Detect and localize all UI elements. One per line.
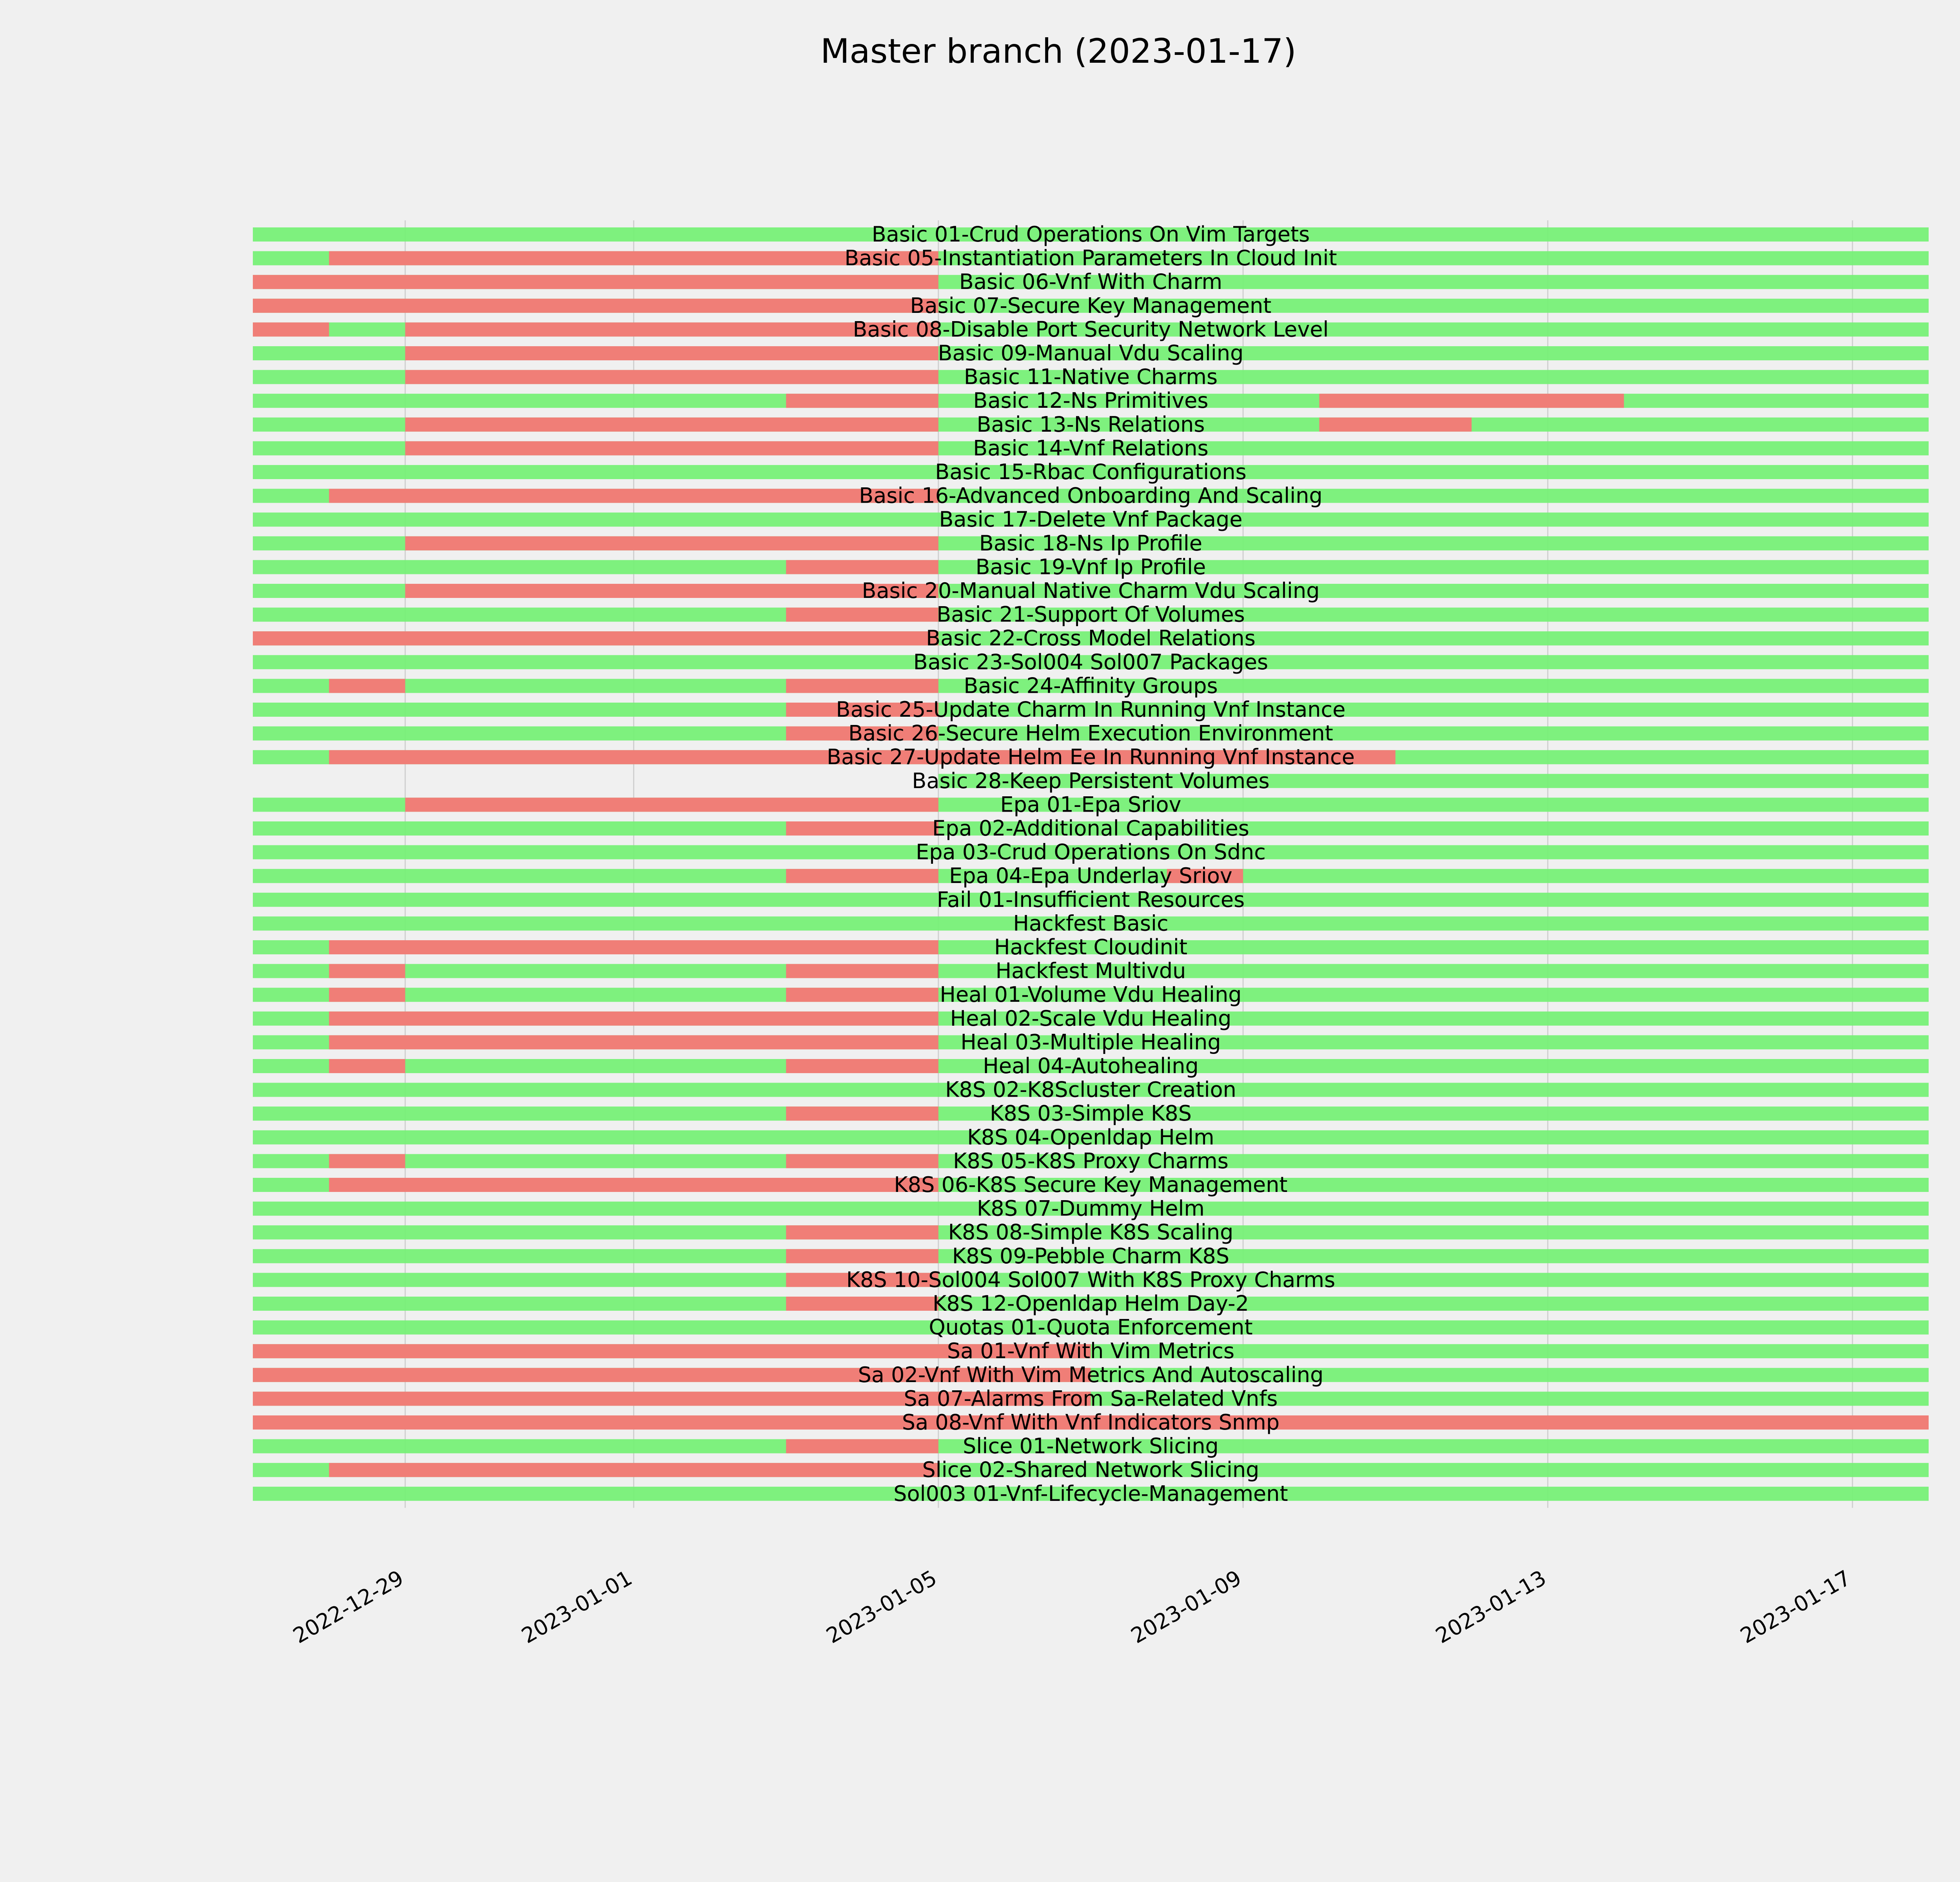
row-label: Epa 02-Additional Capabilities (932, 816, 1249, 841)
row-label: K8S 12-Openldap Helm Day-2 (932, 1291, 1249, 1316)
row-label: K8S 07-Dummy Helm (977, 1196, 1205, 1221)
row-label: K8S 02-K8Scluster Creation (945, 1077, 1236, 1102)
row-label: Basic 26-Secure Helm Execution Environment (848, 721, 1333, 746)
row-label: Basic 15-Rbac Configurations (935, 460, 1247, 484)
fail-bar (329, 679, 405, 693)
fail-bar (405, 441, 938, 455)
fail-bar (329, 1154, 405, 1168)
row-label: Hackfest Cloudinit (994, 935, 1188, 959)
row-label: K8S 04-Openldap Helm (967, 1124, 1214, 1150)
row-label: Basic 07-Secure Key Management (910, 293, 1272, 318)
fail-bar (329, 1463, 938, 1477)
x-tick-label: 2022-12-29 (289, 1565, 408, 1648)
fail-bar (1319, 418, 1472, 432)
row-label: Basic 27-Update Helm Ee In Running Vnf Instance (827, 745, 1355, 770)
chart-title: Master branch (2023-01-17) (820, 32, 1297, 71)
fail-bar (786, 988, 938, 1002)
row-label: Basic 08-Disable Port Security Network Level (853, 317, 1329, 342)
fail-bar (786, 1106, 938, 1121)
row-label: Sa 02-Vnf With Vim Metrics And Autoscaling (858, 1362, 1324, 1387)
row-label: Basic 01-Crud Operations On Vim Targets (871, 222, 1310, 247)
fail-bar (253, 275, 938, 289)
row-label: K8S 10-Sol004 Sol007 With K8S Proxy Charms (846, 1267, 1336, 1292)
row-label: Slice 02-Shared Network Slicing (922, 1457, 1259, 1482)
row-label: Quotas 01-Quota Enforcement (929, 1315, 1253, 1340)
row-label: Basic 06-Vnf With Charm (959, 269, 1223, 294)
fail-bar (786, 964, 938, 978)
row-label: Basic 05-Instantiation Parameters In Cloud Init (844, 245, 1337, 271)
row-label: Heal 01-Volume Vdu Healing (940, 982, 1242, 1007)
row-label: Basic 20-Manual Native Charm Vdu Scaling (862, 578, 1320, 603)
fail-bar (786, 608, 938, 622)
row-label: Basic 12-Ns Primitives (973, 388, 1209, 413)
row-label: Epa 01-Epa Sriov (1000, 792, 1181, 817)
row-label: Basic 25-Update Charm In Running Vnf Instance (836, 697, 1346, 722)
x-tick-label: 2023-01-09 (1127, 1565, 1246, 1648)
row-labels (827, 222, 1355, 1506)
row-label: Sa 01-Vnf With Vim Metrics (947, 1339, 1235, 1364)
fail-bar (786, 1059, 938, 1073)
fail-bar (329, 1012, 938, 1026)
row-label: Heal 03-Multiple Healing (960, 1030, 1221, 1055)
row-label: Basic 22-Cross Model Relations (926, 626, 1256, 651)
row-label: Epa 04-Epa Underlay Sriov (949, 863, 1232, 888)
fail-bar (786, 1439, 938, 1453)
row-label: Basic 11-Native Charms (964, 364, 1218, 389)
fail-bar (329, 940, 938, 954)
fail-bar (253, 322, 329, 336)
x-axis-ticks (289, 1565, 1855, 1648)
fail-bar (329, 1035, 938, 1049)
fail-bar (786, 679, 938, 693)
row-label: Hackfest Multivdu (995, 958, 1186, 983)
row-label: Sa 08-Vnf With Vnf Indicators Snmp (902, 1410, 1280, 1435)
fail-bar (329, 489, 938, 503)
fail-bar (786, 1154, 938, 1168)
fail-bar (329, 964, 405, 978)
x-tick-label: 2023-01-01 (517, 1565, 637, 1648)
fail-bar (329, 1178, 938, 1192)
row-label: Basic 23-Sol004 Sol007 Packages (913, 649, 1269, 674)
row-label: Basic 09-Manual Vdu Scaling (938, 341, 1244, 365)
row-label: K8S 03-Simple K8S (989, 1101, 1192, 1126)
row-label: Fail 01-Insufficient Resources (936, 887, 1245, 912)
fail-bar (329, 1059, 405, 1073)
x-tick-label: 2023-01-17 (1736, 1565, 1855, 1648)
row-label: Epa 03-Crud Operations On Sdnc (916, 839, 1266, 865)
row-label: Basic 16-Advanced Onboarding And Scaling (859, 483, 1323, 508)
row-label: Basic 13-Ns Relations (976, 412, 1205, 437)
row-label: K8S 06-K8S Secure Key Management (894, 1172, 1288, 1197)
row-label: K8S 09-Pebble Charm K8S (952, 1243, 1230, 1268)
row-label: Basic 19-Vnf Ip Profile (975, 554, 1206, 579)
fail-bar (786, 869, 938, 883)
row-label: Slice 01-Network Slicing (963, 1433, 1219, 1459)
row-label: Hackfest Basic (1013, 911, 1169, 936)
fail-bar (405, 346, 938, 360)
row-label: Basic 28-Keep Persistent Volumes (912, 768, 1270, 793)
fail-bar (329, 988, 405, 1002)
fail-bar (253, 631, 938, 645)
fail-bar (405, 536, 938, 550)
fail-bar (786, 1249, 938, 1263)
row-label: Basic 21-Support Of Volumes (936, 602, 1245, 627)
row-label: K8S 05-K8S Proxy Charms (953, 1148, 1229, 1174)
fail-bar (786, 821, 938, 836)
x-tick-label: 2023-01-13 (1431, 1565, 1550, 1648)
fail-bar (405, 370, 938, 384)
row-label: Basic 24-Affinity Groups (964, 673, 1218, 698)
fail-bar (786, 1297, 938, 1311)
row-label: K8S 08-Simple K8S Scaling (948, 1220, 1234, 1245)
x-tick-label: 2023-01-05 (822, 1565, 941, 1648)
row-label: Sa 07-Alarms From Sa-Related Vnfs (904, 1386, 1278, 1411)
row-label: Heal 04-Autohealing (983, 1054, 1199, 1078)
fail-bar (253, 299, 938, 313)
fail-bar (405, 584, 938, 598)
fail-bar (786, 1225, 938, 1239)
row-label: Basic 14-Vnf Relations (973, 436, 1209, 461)
row-label: Basic 18-Ns Ip Profile (979, 530, 1203, 556)
row-label: Sol003 01-Vnf-Lifecycle-Management (893, 1481, 1288, 1506)
fail-bar (786, 394, 938, 408)
fail-bar (786, 560, 938, 574)
fail-bar (1319, 394, 1624, 408)
row-label: Heal 02-Scale Vdu Healing (950, 1006, 1232, 1031)
fail-bar (405, 797, 938, 812)
fail-bar (405, 418, 938, 432)
row-label: Basic 17-Delete Vnf Package (939, 507, 1243, 532)
